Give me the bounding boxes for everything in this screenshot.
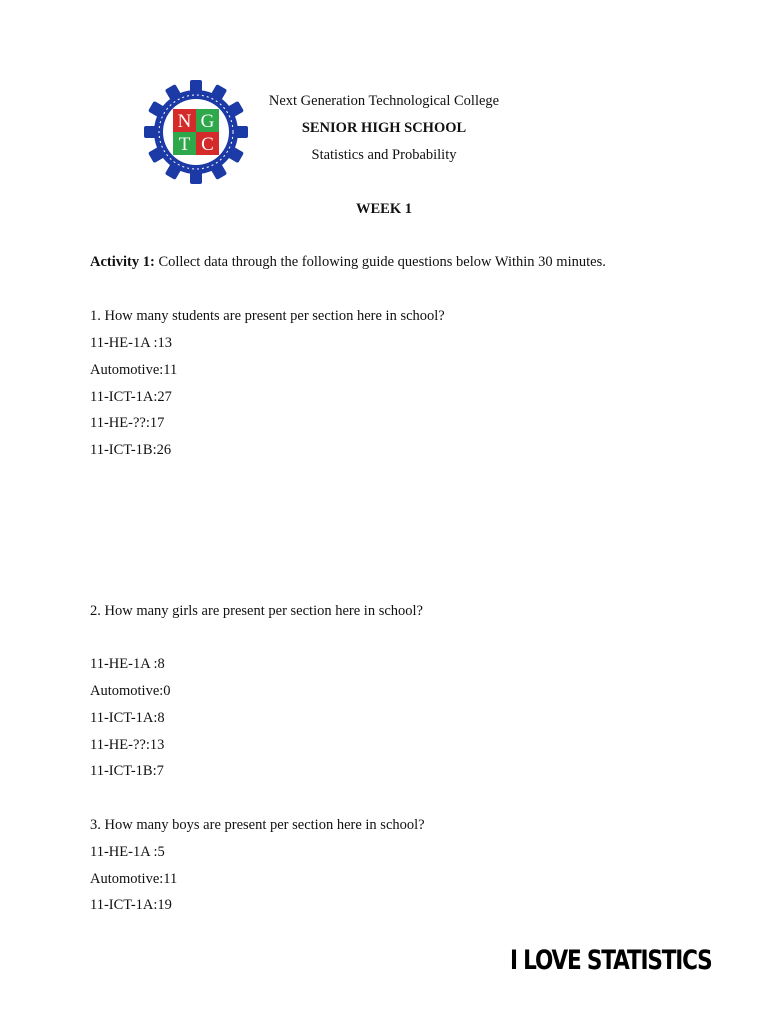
school-name: SENIOR HIGH SCHOOL bbox=[301, 120, 467, 136]
subject-name: Statistics and Probability bbox=[311, 147, 457, 163]
activity-text: Collect data through the following guide questions below Within 30 minutes. bbox=[154, 254, 606, 270]
college-name: Next Generation Technological College bbox=[268, 93, 500, 109]
week-title: WEEK 1 bbox=[356, 201, 412, 217]
answer-item: 11-ICT-1A:19 bbox=[90, 897, 172, 913]
question-3: 3. How many boys are present per section here in school? bbox=[90, 817, 425, 833]
answer-item: Automotive:11 bbox=[90, 871, 178, 887]
answer-item: 11-HE-1A :8 bbox=[90, 656, 165, 672]
answer-item: Automotive:0 bbox=[90, 683, 171, 699]
answer-item: 11-HE-1A :5 bbox=[90, 844, 165, 860]
answer-item: 11-ICT-1A:8 bbox=[90, 710, 165, 726]
answer-item: 11-HE-??:17 bbox=[90, 415, 165, 431]
activity-instruction bbox=[90, 254, 606, 271]
question-1: 1. How many students are present per section here in school? bbox=[90, 308, 445, 324]
answer-item: Automotive:11 bbox=[90, 362, 178, 378]
question-2: 2. How many girls are present per section here in school? bbox=[90, 603, 423, 619]
logo-letter: N bbox=[177, 111, 192, 132]
answer-item: 11-ICT-1A:27 bbox=[90, 389, 172, 405]
school-logo bbox=[144, 80, 248, 184]
answer-item: 11-ICT-1B:26 bbox=[90, 442, 172, 458]
answer-item: 11-ICT-1B:7 bbox=[90, 763, 164, 779]
answer-item: 11-HE-1A :13 bbox=[90, 335, 173, 351]
logo-letter: G bbox=[200, 111, 215, 132]
stamp-text: I LOVE STATISTICS bbox=[510, 945, 712, 976]
logo-letter: T bbox=[178, 134, 191, 155]
answer-item: 11-HE-??:13 bbox=[90, 737, 165, 753]
activity-label: Activity 1: bbox=[90, 254, 155, 270]
logo-letter: C bbox=[201, 134, 214, 155]
